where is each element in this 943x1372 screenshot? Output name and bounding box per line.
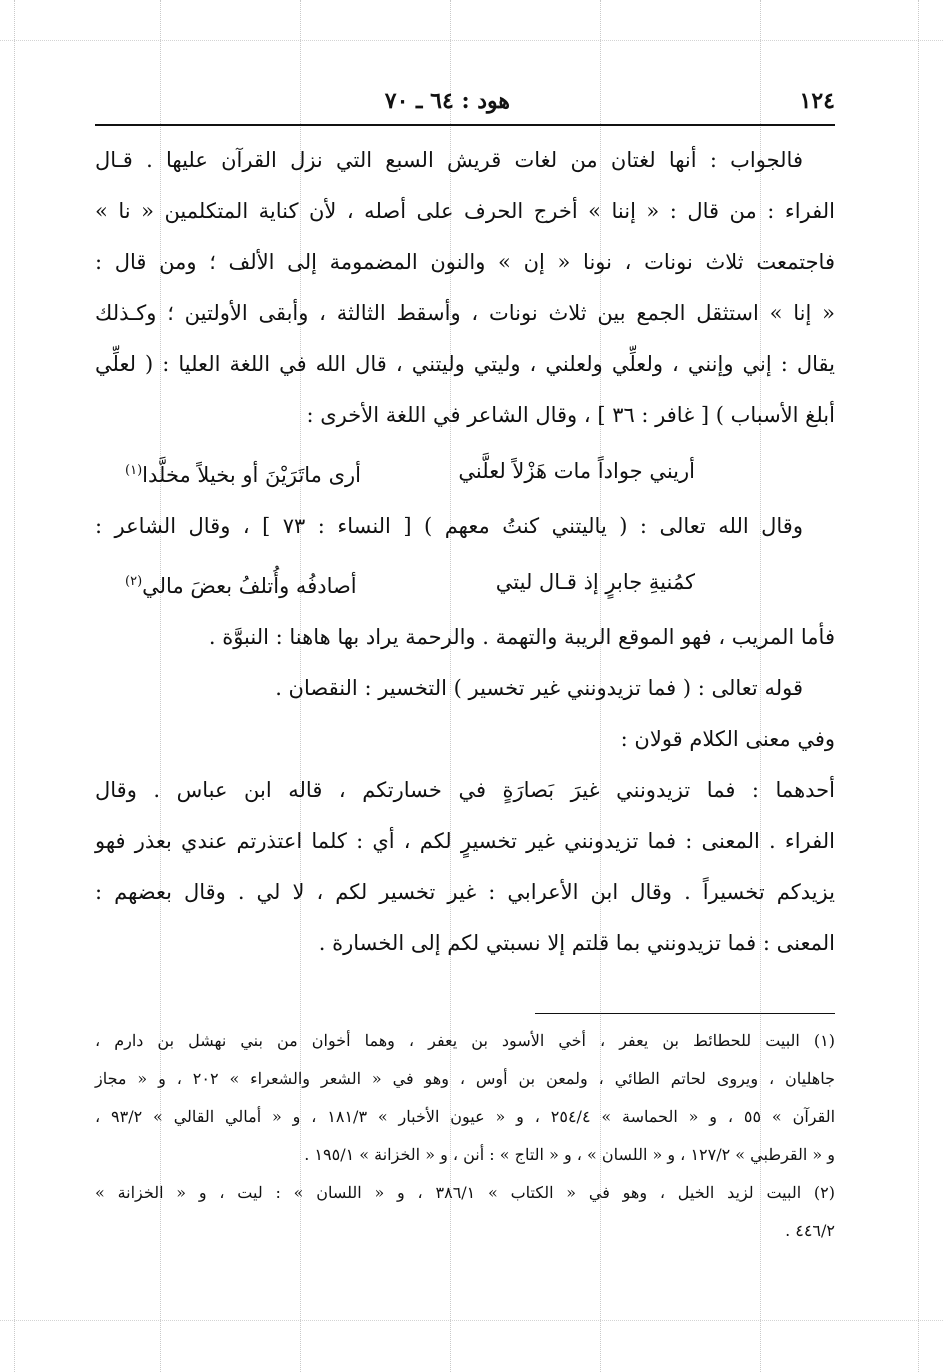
scan-guide-line	[0, 1320, 943, 1321]
verse-first-hemistich: أريني جواداً مات هَزْلاً لعلَّني	[458, 459, 695, 483]
text-line: وقال الله تعالى : ( ياليتني كنتُ معهم ) [ النساء : ٧٣ ] ، وقال الشاعر :	[95, 514, 803, 538]
footnote-marker: (١)	[125, 463, 143, 478]
footnote-line: جاهليان ، ويروى لحاتم الطائي ، ولمعن بن أوس ، وهو في « الشعر والشعراء » ٢٠٢ ، و « مجاز	[95, 1069, 835, 1088]
text-line: الفراء . المعنى : فما تزيدونني غير تخسيرٍ لكم ، أي : كلما اعتذرتم عندي بعذر فهو	[95, 829, 835, 853]
text-line: فالجواب : أنها لغتان من لغات قريش السبع التي نزل القرآن عليها . قـال	[95, 148, 803, 172]
page-number: ١٢٤	[799, 88, 835, 114]
text-line: « إنا » استثقل الجمع بين ثلاث نونات ، وأسقط الثالثة ، وأبقى الأولتين ؛ وكـذلك	[95, 301, 835, 325]
text-line: فأما المريب ، فهو الموقع الريبة والتهمة . والرحمة يراد بها هاهنا : النبوَّة .	[208, 625, 835, 649]
footnote-rule	[535, 1013, 835, 1014]
verse-second-hemistich	[125, 441, 361, 505]
poetry-verse	[95, 552, 835, 612]
text-line: يقال : إني وإنني ، ولعلِّي ولعلني ، وليتي وليتني ، قال الله في اللغة العليا : ( لعلِّي	[95, 352, 835, 376]
poetry-verse	[95, 441, 835, 501]
text-line: يزيدكم تخسيراً . وقال ابن الأعرابي : غير تخسير لكم ، لا لي . وقال بعضهم :	[95, 880, 835, 904]
verse-text: أرى ماتَرَيْنَ أو بخيلاً مخلَّدا	[142, 463, 362, 487]
text-line: الفراء : من قال : « إننا » أخرج الحرف على أصله ، لأن كناية المتكلمين « نا »	[95, 199, 835, 223]
verse-second-hemistich	[125, 552, 357, 616]
text-line: المعنى : فما تزيدونني بما قلتم إلا نسبتي لكم إلى الخسارة .	[318, 931, 835, 955]
text-line: وفي معنى الكلام قولان :	[620, 727, 835, 751]
scan-guide-line	[0, 40, 943, 41]
footnote-marker: (٢)	[125, 574, 143, 589]
text-line: أحدهما : فما تزيدونني غيرَ بَصارَةٍ في خسارتكم ، قاله ابن عباس . وقال	[95, 778, 835, 802]
text-line: أبلغ الأسباب ) [ غافر : ٣٦ ] ، وقال الشاعر في اللغة الأخرى :	[306, 403, 835, 427]
footnote-line: (٢) البيت لزيد الخيل ، وهو في « الكتاب » ٣٨٦/١ ، و « اللسان » : ليت ، و « الخزانة »	[95, 1183, 835, 1202]
verse-first-hemistich: كمُنيةِ جابرٍ إذ قـال ليتي	[495, 570, 695, 594]
sura-range: هود : ٦٤ ـ ٧٠	[384, 88, 510, 114]
text-line: قوله تعالى : ( فما تزيدونني غير تخسير ) التخسير : النقصان .	[275, 676, 803, 700]
main-text	[95, 135, 835, 969]
text-line: فاجتمعت ثلاث نونات ، نونا « إن » والنون المضمومة إلى الألف ؛ ومن قال :	[95, 250, 835, 274]
running-header	[95, 88, 835, 118]
footnote-line: ٤٤٦/٢ .	[785, 1221, 835, 1240]
scan-guide-line	[14, 0, 15, 1372]
footnote-line: و « القرطبي » ١٢٧/٢ ، و « اللسان » ، و « التاج » : أنن ، و « الخزانة » ١٩٥/١ .	[304, 1145, 835, 1164]
header-rule	[95, 124, 835, 126]
verse-text: أصادفُه وأُتلفُ بعضَ مالي	[142, 574, 357, 598]
scan-guide-line	[918, 0, 919, 1372]
footnotes	[95, 1022, 835, 1250]
footnote-line: القرآن » ٥٥ ، و « الحماسة » ٢٥٤/٤ ، و « عيون الأخبار » ١٨١/٣ ، و « أمالي القالي » ٩٣/٢ ،	[95, 1107, 836, 1126]
footnote-line: (١) البيت للحطائط بن يعفر ، أخي الأسود بن يعفر ، وهما أخوان من بني نهشل بن دارم ،	[95, 1031, 835, 1050]
